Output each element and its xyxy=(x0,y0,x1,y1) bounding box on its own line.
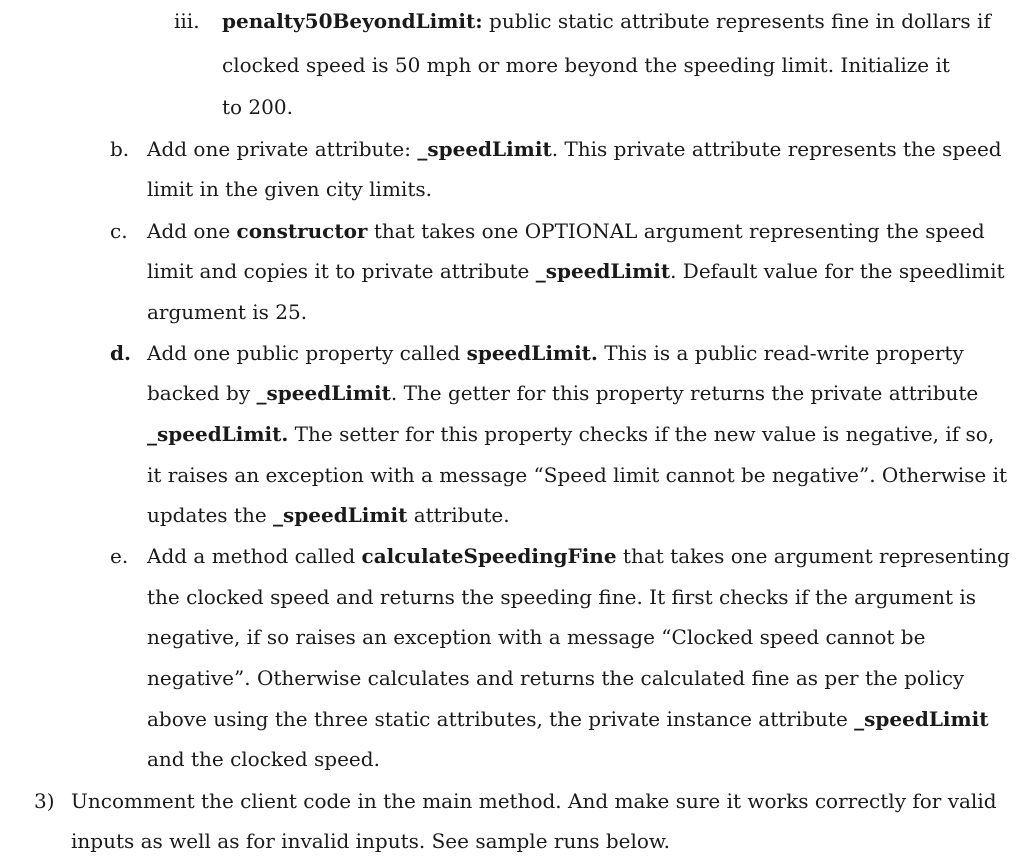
list-marker-c: c. xyxy=(110,219,128,243)
item-iii-line-2: clocked speed is 50 mph or more beyond the speeding limit. Initialize it xyxy=(222,53,950,77)
attribute-name: _speedLimit xyxy=(535,259,671,283)
item-3-line-2: inputs as well as for invalid inputs. See sample runs below. xyxy=(71,829,671,853)
list-marker-e: e. xyxy=(110,544,129,568)
item-iii-line-1: penalty50BeyondLimit: public static attribute represents fine in dollars if xyxy=(222,9,991,33)
item-3-line-1: Uncomment the client code in the main method. And make sure it works correctly for valid xyxy=(71,789,997,813)
list-marker-b: b. xyxy=(110,137,130,161)
item-e-line-2: the clocked speed and returns the speeding fine. It first checks if the argument is xyxy=(147,585,977,609)
attribute-name: _speedLimit xyxy=(854,707,989,731)
item-e-line-3: negative, if so raises an exception with a message “Clocked speed cannot be xyxy=(147,625,926,649)
item-e-line-6: and the clocked speed. xyxy=(147,747,380,771)
item-d-line-4: it raises an exception with a message “Speed limit cannot be negative”. Otherwise it xyxy=(147,463,1008,487)
attribute-name: penalty50BeyondLimit: xyxy=(222,9,483,33)
list-marker-3: 3) xyxy=(34,789,55,813)
method-name: calculateSpeedingFine xyxy=(361,544,617,568)
keyword: constructor xyxy=(236,219,368,243)
item-b-line-1: Add one private attribute: _speedLimit. This private attribute represents the speed xyxy=(147,137,1002,161)
item-e-line-5: above using the three static attributes, the private instance attribute _speedLimit xyxy=(147,707,989,731)
attribute-name: _speedLimit. xyxy=(147,422,289,446)
property-name: speedLimit. xyxy=(466,341,598,365)
item-b-line-2: limit in the given city limits. xyxy=(147,177,432,201)
attribute-name: _speedLimit xyxy=(417,137,552,161)
item-iii-line-3: to 200. xyxy=(222,95,293,119)
item-c-line-2: limit and copies it to private attribute _speedLimit. Default value for the speedlimit xyxy=(147,259,1005,283)
item-e-line-1: Add a method called calculateSpeedingFine that takes one argument representing xyxy=(147,544,1010,568)
item-d-line-1: Add one public property called speedLimit. This is a public read-write property xyxy=(147,341,964,365)
list-marker-iii: iii. xyxy=(174,9,200,33)
attribute-name: _speedLimit xyxy=(256,381,391,405)
list-marker-d: d. xyxy=(110,341,131,365)
item-d-line-3: _speedLimit. The setter for this property checks if the new value is negative, if so, xyxy=(147,422,995,446)
item-c-line-1: Add one constructor that takes one OPTIONAL argument representing the speed xyxy=(147,219,985,243)
item-d-line-5: updates the _speedLimit attribute. xyxy=(147,503,510,527)
item-e-line-4: negative”. Otherwise calculates and returns the calculated fine as per the policy xyxy=(147,666,965,690)
attribute-name: _speedLimit xyxy=(273,503,408,527)
item-c-line-3: argument is 25. xyxy=(147,300,308,324)
item-d-line-2: backed by _speedLimit. The getter for this property returns the private attribute xyxy=(147,381,979,405)
